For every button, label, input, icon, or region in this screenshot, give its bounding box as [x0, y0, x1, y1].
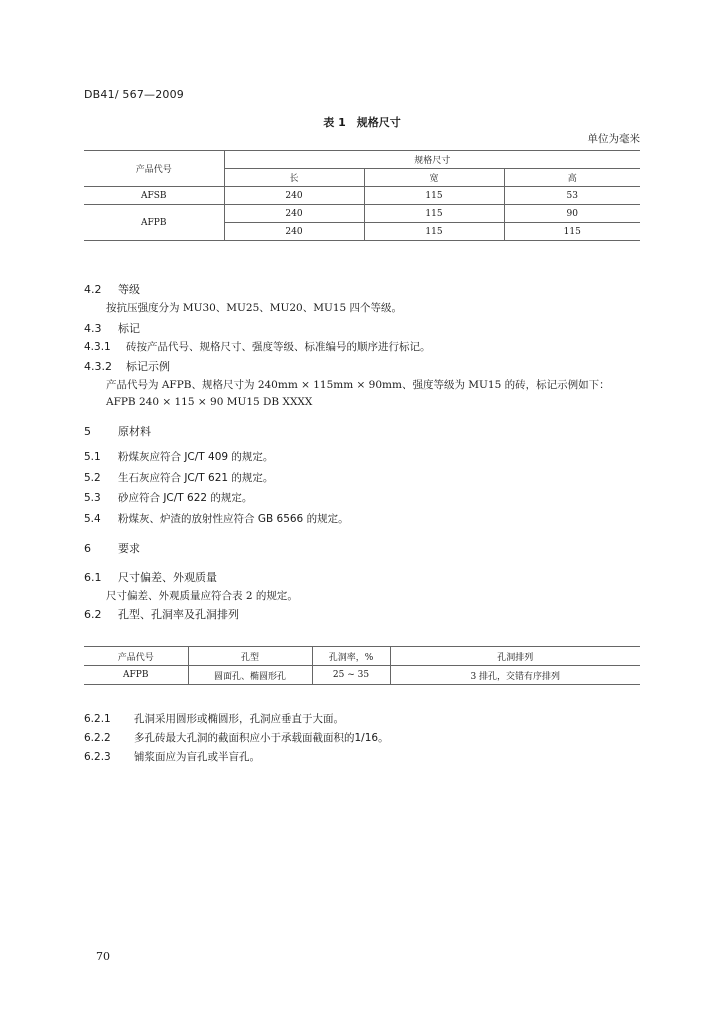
section-6-1-heading [84, 569, 217, 585]
cell-hole-arrangement: 3 排孔，交错有序排列 [390, 666, 640, 685]
cell-height: 90 [504, 205, 640, 223]
table-row [84, 187, 640, 205]
section-text: 铺浆面应为盲孔或半盲孔。 [134, 751, 260, 763]
section-text: 粉煤灰应符合 JC/T 409 的规定。 [118, 451, 274, 463]
section-4-2-text: 按抗压强度分为 MU30、MU25、MU20、MU15 四个等级。 [106, 302, 403, 314]
cell-product: AFPB [84, 666, 188, 685]
table1-unit: 单位为毫米 [587, 133, 640, 145]
section-6-2-2 [84, 730, 389, 745]
section-number: 4.3 [84, 322, 102, 335]
cell-length: 240 [224, 223, 364, 241]
section-5-2 [84, 470, 273, 485]
section-number: 5.4 [84, 513, 101, 525]
th-hole-arrangement: 孔洞排列 [390, 647, 640, 666]
cell-height: 115 [504, 223, 640, 241]
table-row [84, 666, 640, 685]
section-6-1-text: 尺寸偏差、外观质量应符合表 2 的规定。 [106, 590, 298, 602]
th-dimensions: 规格尺寸 [224, 151, 640, 169]
section-text: 多孔砖最大孔洞的截面积应小于承载面截面积的1/16。 [134, 732, 389, 744]
marking-example: AFPB 240 × 115 × 90 MU15 DB XXXX [106, 396, 313, 408]
th-hole-rate: 孔洞率，% [312, 647, 390, 666]
dimension-table [84, 150, 640, 241]
section-5-4 [84, 511, 349, 526]
section-number: 4.3.2 [84, 360, 112, 373]
section-number: 4.2 [84, 283, 102, 296]
section-4-3-1 [84, 339, 431, 354]
th-product-code: 产品代号 [84, 151, 224, 187]
section-4-3-2-heading [84, 358, 170, 374]
section-title: 等级 [118, 283, 140, 296]
th-hole-type: 孔型 [188, 647, 312, 666]
section-title: 标记示例 [126, 360, 170, 373]
th-length: 长 [224, 169, 364, 187]
th-height: 高 [504, 169, 640, 187]
section-number: 5.3 [84, 492, 101, 504]
section-number: 5 [84, 425, 91, 438]
cell-length: 240 [224, 205, 364, 223]
section-6-2-1 [84, 711, 344, 726]
section-text: 粉煤灰、炉渣的放射性应符合 GB 6566 的规定。 [118, 513, 349, 525]
section-4-3-heading [84, 320, 140, 336]
section-6-2-3 [84, 749, 260, 764]
section-text: 砂应符合 JC/T 622 的规定。 [118, 492, 253, 504]
th-product-code: 产品代号 [84, 647, 188, 666]
section-number: 6.2 [84, 608, 102, 621]
cell-product: AFPB [84, 205, 224, 241]
cell-hole-type: 圆面孔、椭圆形孔 [188, 666, 312, 685]
section-5-3 [84, 490, 252, 505]
cell-hole-rate: 25 ~ 35 [312, 666, 390, 685]
hole-pattern-table [84, 646, 640, 685]
section-text: 砖按产品代号、规格尺寸、强度等级、标准编号的顺序进行标记。 [126, 341, 431, 353]
section-number: 6.1 [84, 571, 102, 584]
th-width: 宽 [364, 169, 504, 187]
section-number: 6.2.1 [84, 713, 111, 725]
section-title: 孔型、孔洞率及孔洞排列 [118, 608, 239, 621]
cell-length: 240 [224, 187, 364, 205]
page-number: 70 [96, 950, 110, 963]
section-number: 4.3.1 [84, 341, 111, 353]
cell-height: 53 [504, 187, 640, 205]
section-5-1 [84, 449, 273, 464]
section-title: 原材料 [118, 425, 151, 438]
table-row [84, 205, 640, 223]
section-number: 5.2 [84, 472, 101, 484]
section-text: 孔洞采用圆形或椭圆形，孔洞应垂直于大面。 [134, 713, 344, 725]
section-title: 标记 [118, 322, 140, 335]
section-text: 生石灰应符合 JC/T 621 的规定。 [118, 472, 274, 484]
section-5-heading [84, 423, 151, 439]
section-number: 6.2.2 [84, 732, 111, 744]
section-6-2-heading [84, 606, 239, 622]
section-4-2-heading [84, 281, 140, 297]
table1-title: 表 1 规格尺寸 [323, 116, 401, 129]
section-title: 要求 [118, 542, 140, 555]
section-6-heading [84, 540, 140, 556]
cell-product: AFSB [84, 187, 224, 205]
cell-width: 115 [364, 205, 504, 223]
cell-width: 115 [364, 187, 504, 205]
section-number: 6 [84, 542, 91, 555]
section-number: 6.2.3 [84, 751, 111, 763]
section-number: 5.1 [84, 451, 101, 463]
cell-width: 115 [364, 223, 504, 241]
marking-example-description: 产品代号为 AFPB、规格尺寸为 240mm × 115mm × 90mm、强度等级为 MU15 的砖，标记示例如下： [106, 379, 610, 391]
section-title: 尺寸偏差、外观质量 [118, 571, 217, 584]
document-code: DB41/ 567—2009 [84, 88, 185, 101]
